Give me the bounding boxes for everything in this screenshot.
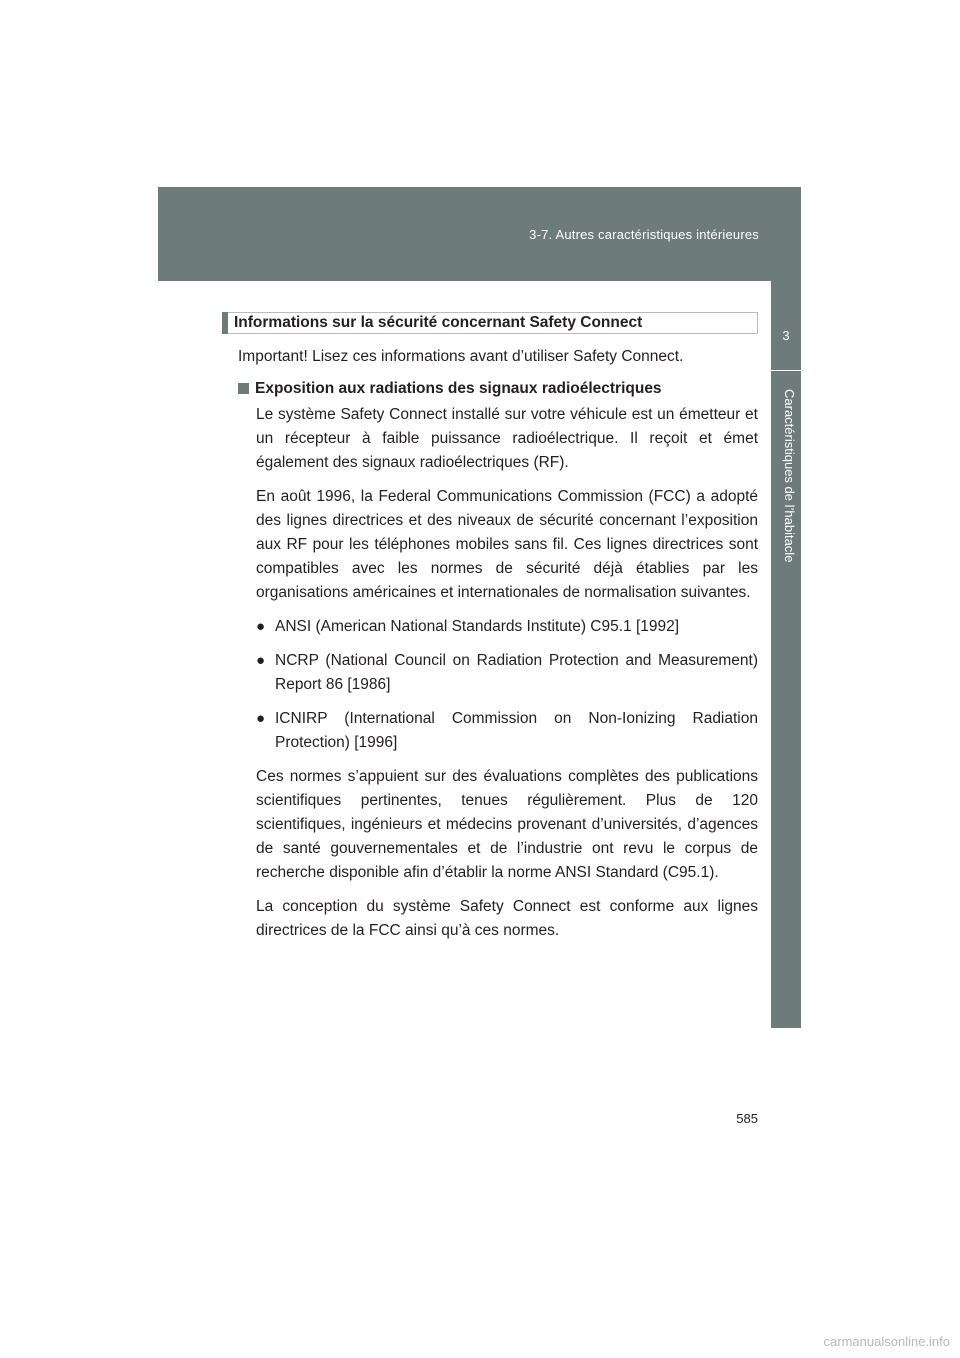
square-bullet-icon [238, 383, 249, 394]
round-bullet-icon: ● [256, 618, 266, 635]
paragraph: La conception du système Safety Connect est conforme aux lignes directrices de la FCC ainsi qu’à ces normes. [256, 898, 758, 939]
list-item [256, 649, 758, 697]
chapter-side-tab [771, 281, 801, 1028]
paragraph: Le système Safety Connect installé sur votre véhicule est un émetteur et un récepteur à faible puissance radioélectrique. Il reçoit et émet également des signaux radioélectriques (RF). [256, 406, 758, 471]
section-heading-text: Informations sur la sécurité concernant Safety Connect [234, 314, 643, 331]
side-tab-divider [771, 370, 801, 371]
page-number: 585 [736, 1111, 758, 1126]
subheading [238, 377, 758, 401]
body-block [238, 403, 758, 943]
round-bullet-icon: ● [256, 710, 266, 727]
section-heading [222, 312, 758, 334]
subheading-text: Exposition aux radiations des signaux radioélectriques [255, 380, 662, 397]
paragraph: En août 1996, la Federal Communications Commission (FCC) a adopté des lignes directrices et des niveaux de sécurité concernant l’exposition aux RF pour les téléphones mobiles sans fil. Ces lignes directrices sont compatibles avec les normes de sécurité déjà établies par les organisations américaines et internationales de normalisation suivantes. [256, 488, 758, 601]
header-band [158, 187, 801, 281]
main-content [238, 345, 758, 953]
watermark: carmanualsonline.info [823, 1334, 950, 1349]
list-item [256, 707, 758, 755]
intro-text: Important! Lisez ces informations avant d’utiliser Safety Connect. [238, 348, 684, 365]
chapter-number: 3 [782, 328, 790, 343]
standards-list [256, 615, 758, 755]
list-item-text: ANSI (American National Standards Institute) C95.1 [1992] [275, 618, 680, 635]
paragraph: Ces normes s’appuient sur des évaluations complètes des publications scientifiques pertinentes, tenues régulièrement. Plus de 120 scientifiques, ingénieurs et médecins provenant d’universités, d’agences de santé gouvernementales et de l’industrie ont revu le corpus de recherche disponible afin d’établir la norme ANSI Standard (C95.1). [256, 768, 758, 881]
list-item-text: NCRP (National Council on Radiation Protection and Measurement) Report 86 [1986] [275, 652, 758, 693]
section-heading-bar [222, 312, 228, 334]
list-item [256, 615, 758, 639]
header-section-title: 3-7. Autres caractéristiques intérieures [529, 227, 759, 242]
round-bullet-icon: ● [256, 652, 266, 669]
list-item-text: ICNIRP (International Commission on Non-Ionizing Radiation Protection) [1996] [275, 710, 758, 751]
chapter-title: Caractéristiques de l’habitacle [782, 389, 797, 563]
